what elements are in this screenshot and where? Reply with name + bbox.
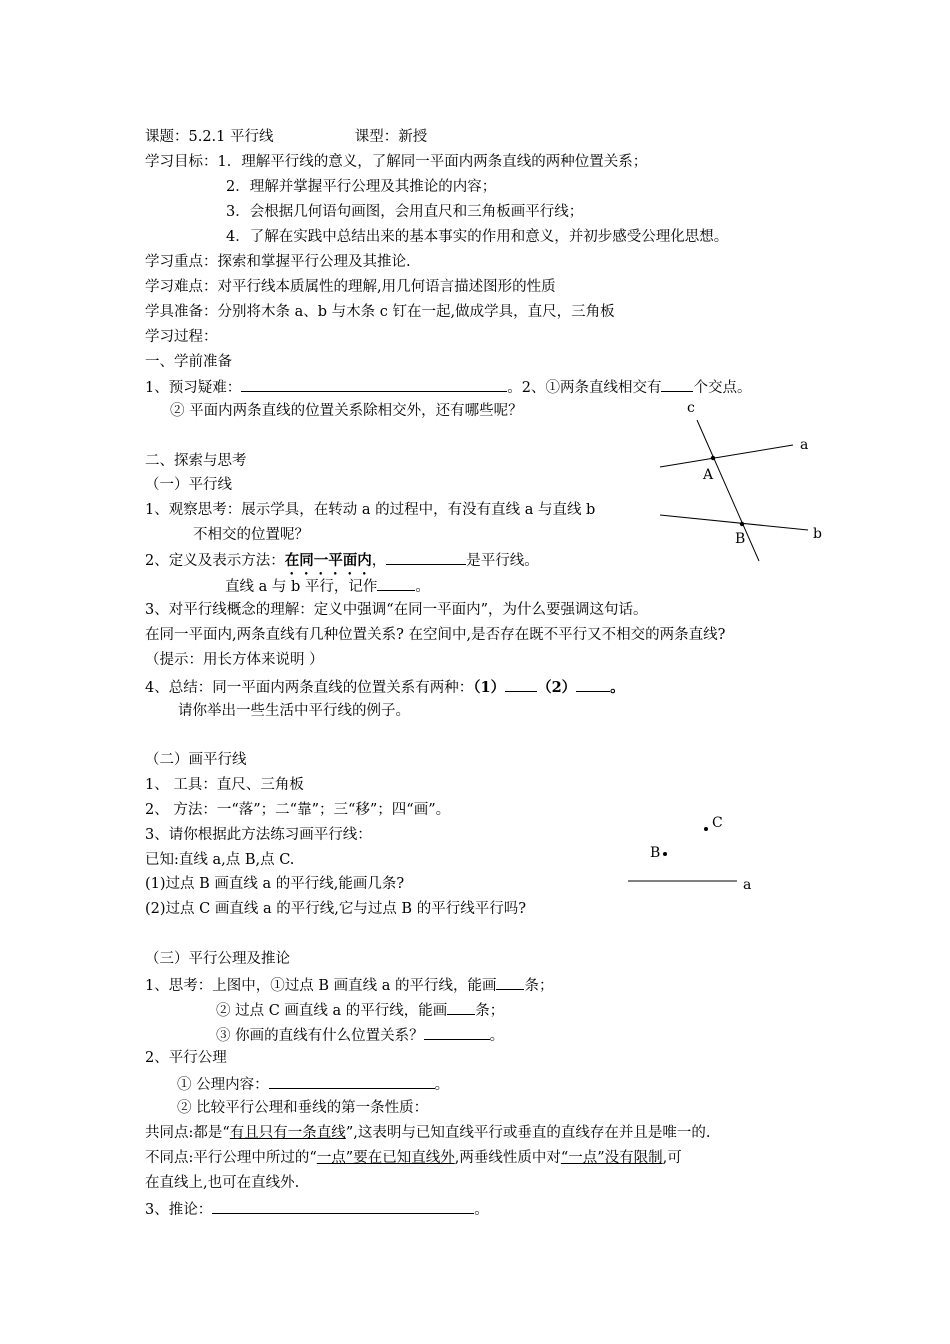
- line-c: [697, 420, 759, 561]
- lesson-title: 课题：5.2.1 平行线: [145, 129, 274, 145]
- figure-points-and-line: [628, 815, 751, 893]
- practice-question: (2)过点 C 画直线 a 的平行线,它与过点 B 的平行线平行吗?: [145, 901, 526, 917]
- tools-text: 1、 工具：直尺、三角板: [145, 777, 304, 793]
- think-text: 。: [489, 1028, 505, 1044]
- observe-text: 不相交的位置呢？: [193, 527, 309, 543]
- compare-text: ② 比较平行公理和垂线的第一条性质：: [177, 1100, 429, 1116]
- difference-text: ,可: [662, 1150, 682, 1166]
- difference-text: 不同点:平行公理中所过的“: [145, 1150, 317, 1166]
- difference-text: ,两垂线性质中对: [454, 1150, 561, 1166]
- corollary-label: 3、推论：: [145, 1202, 213, 1218]
- underlined-phrase: 一点”要在已知直线外: [316, 1150, 455, 1166]
- label-c: c: [687, 400, 695, 416]
- summary-text: 。: [610, 679, 625, 696]
- example-prompt: 请你举出一些生活中平行线的例子。: [178, 703, 410, 719]
- summary-index: （1）: [473, 679, 506, 696]
- materials: 学具准备：分别将木条 a、b 与木条 c 钉在一起,做成学具，直尺，三角板: [145, 304, 615, 320]
- underlined-phrase: 有且只有一条直线: [229, 1125, 346, 1141]
- label-B: B: [735, 531, 746, 547]
- line-b: [660, 515, 808, 530]
- goal-item: 2．理解并掌握平行公理及其推论的内容；: [226, 179, 497, 195]
- preview-label: 1、预习疑难：: [145, 380, 242, 396]
- think-text: 条；: [524, 978, 554, 994]
- line-a: [660, 445, 793, 467]
- goal-item: 3．会根据几何语句画图，会用直尺和三角板画平行线；: [226, 204, 584, 220]
- lesson-type: 课型：新授: [354, 129, 428, 145]
- difference-text: 在直线上,也可在直线外.: [145, 1175, 300, 1191]
- label-C: C: [712, 815, 723, 831]
- understanding-text: 3、对平行线概念的理解：定义中强调“在同一平面内”，为什么要强调这句话。: [145, 602, 648, 618]
- notation-text: 直线 a 与 b 平行，记作: [225, 579, 378, 595]
- summary-index: （2）: [537, 679, 577, 696]
- definition-text: ，: [371, 553, 387, 569]
- label-a: a: [743, 877, 752, 893]
- practice-question: (1)过点 B 画直线 a 的平行线,能画几条?: [145, 876, 405, 892]
- axiom-title: 2、平行公理: [145, 1050, 227, 1066]
- subsection-title: （二）画平行线: [145, 752, 247, 768]
- hint-text: （提示：用长方体来说明 ）: [145, 652, 324, 668]
- practice-text: 3、请你根据此方法练习画平行线：: [145, 827, 372, 843]
- goal-item: 1．理解平行线的意义，了解同一平面内两条直线的两种位置关系；: [217, 154, 648, 170]
- section-title: 二、探索与思考: [145, 453, 247, 469]
- section-title: 一、学前准备: [145, 354, 232, 370]
- method-text: 2、 方法：一“落”；二“靠”；三“移”；四“画”。: [145, 802, 451, 818]
- goals-label: 学习目标：: [145, 154, 218, 170]
- figure-intersecting-lines: [660, 400, 822, 561]
- underlined-phrase: “一点”没有限制: [560, 1150, 663, 1166]
- point-B: [740, 522, 744, 526]
- axiom-text: 。: [434, 1077, 450, 1093]
- label-B: B: [650, 845, 661, 861]
- given-text: 已知:直线 a,点 B,点 C.: [145, 852, 295, 868]
- label-A: A: [703, 467, 714, 483]
- summary-text: 4、总结：同一平面内两条直线的位置关系有两种：: [145, 680, 474, 696]
- difficulty: 学习难点：对平行线本质属性的理解,用几何语言描述图形的性质: [145, 279, 556, 295]
- point-A: [711, 456, 715, 460]
- question-text: 个交点。: [693, 380, 752, 396]
- think-text: 1、思考：上图中，①过点 B 画直线 a 的平行线，能画: [145, 978, 497, 994]
- question-text: ② 平面内两条直线的位置关系除相交外，还有哪些呢？: [170, 403, 523, 419]
- subsection-title: （一）平行线: [145, 477, 232, 493]
- common-text: 共同点:都是“: [145, 1125, 230, 1141]
- point-B: [663, 852, 667, 856]
- label-a: a: [800, 437, 809, 453]
- observe-text: 1、观察思考：展示学具，在转动 a 的过程中，有没有直线 a 与直线 b: [145, 502, 596, 518]
- subsection-title: （三）平行公理及推论: [145, 951, 290, 967]
- think-text: ② 过点 C 画直线 a 的平行线，能画: [216, 1003, 448, 1019]
- key-point: 学习重点：探索和掌握平行公理及其推论.: [145, 254, 411, 270]
- question-text: 。2、①两条直线相交有: [507, 380, 662, 396]
- think-text: ③ 你画的直线有什么位置关系？: [216, 1028, 424, 1044]
- goal-item: 4．了解在实践中总结出来的基本事实的作用和意义，并初步感受公理化思想。: [226, 229, 729, 245]
- common-text: ”,这表明与已知直线平行或垂直的直线存在并且是唯一的.: [345, 1125, 711, 1141]
- think-text: 条；: [475, 1003, 505, 1019]
- emphasized-phrase: 在同一平面内: [284, 552, 372, 569]
- label-b: b: [813, 526, 822, 542]
- definition-label: 2、定义及表示方法：: [145, 553, 285, 569]
- axiom-label: ① 公理内容：: [177, 1077, 269, 1093]
- point-C: [704, 827, 708, 831]
- corollary-text: 。: [474, 1202, 489, 1218]
- definition-text: 是平行线。: [466, 553, 539, 569]
- understanding-text: 在同一平面内,两条直线有几种位置关系? 在空间中,是否存在既不平行又不相交的两条直线?: [145, 627, 726, 643]
- process-label: 学习过程：: [145, 329, 218, 345]
- notation-text: 。: [415, 579, 430, 595]
